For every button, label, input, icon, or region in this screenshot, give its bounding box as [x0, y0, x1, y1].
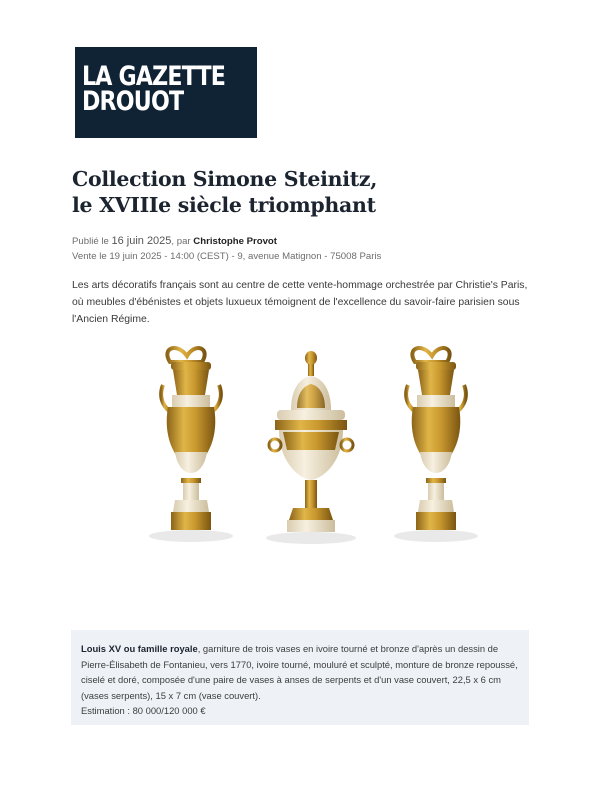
by-prefix: , par: [171, 236, 194, 247]
published-date: 16 juin 2025: [111, 235, 172, 247]
logo-line-2: DROUOT: [82, 86, 184, 117]
article-title-line-1: Collection Simone Steinitz,: [72, 167, 378, 191]
logo-line-1: LA GAZETTE: [82, 61, 226, 92]
gazette-drouot-logo[interactable]: [75, 47, 257, 138]
article-title-line-2: le XVIIIe siècle triomphant: [72, 193, 376, 217]
article-title: [72, 166, 532, 218]
author-link[interactable]: Christophe Provot: [193, 236, 277, 247]
published-prefix: Publié le: [72, 236, 112, 247]
article-image: [110, 340, 510, 555]
article-meta: [72, 234, 381, 264]
right-vase: [394, 348, 478, 542]
caption-text: , garniture de trois vases en ivoire tourné et bronze d'après un dessin de Pierre-Élisabeth de Fontanieu, vers 1770, ivoire tourné, mouluré et sculpté, monture de bronze repoussé, ciselé et doré, composée d'une paire de vases à anses de serpents et d'un vase couvert, 22,5 x 6 cm (vases serpents), 15 x 7 cm (vase couvert).: [81, 643, 518, 701]
left-vase: [149, 348, 233, 542]
published-line: [72, 234, 381, 249]
vases-illustration: [110, 340, 510, 555]
article-lead: Les arts décoratifs français sont au centre de cette vente-hommage orchestrée par Christie's Paris, où meubles d'ébénistes et objets luxueux témoignent de l'excellence du savoir-faire parisien sous l'Ancien Régime.: [72, 280, 528, 325]
center-vase: [266, 351, 356, 544]
caption-lot-name: Louis XV ou famille royale: [81, 643, 198, 654]
image-caption: [71, 630, 529, 725]
caption-description: [81, 641, 519, 703]
sale-info: Vente le 19 juin 2025 - 14:00 (CEST) - 9, avenue Matignon - 75008 Paris: [72, 251, 382, 262]
caption-estimate: Estimation : 80 000/120 000 €: [81, 705, 206, 716]
